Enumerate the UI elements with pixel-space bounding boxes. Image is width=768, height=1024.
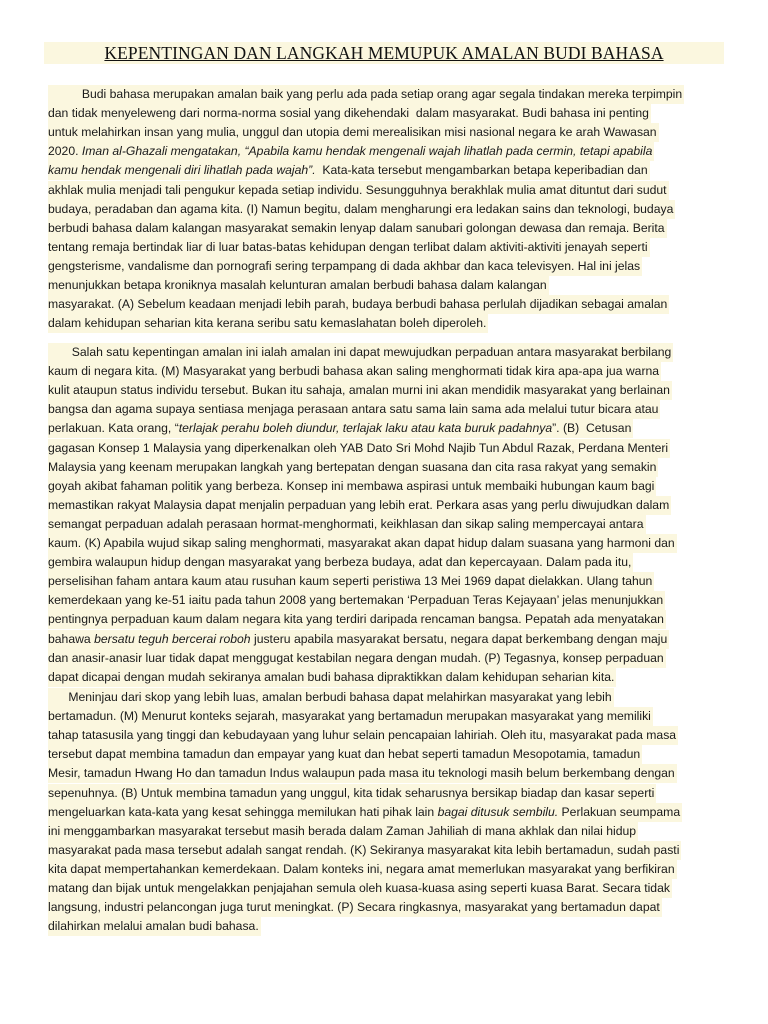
paragraph-3-line xyxy=(48,917,261,936)
text-segment: goyah akibat fahaman politik yang berbeza. Konsep ini membawa aspirasi untuk membaiki hubungan kaum bagi xyxy=(48,478,655,493)
text-segment: justeru apabila masyarakat bersatu, negara dapat berkembang dengan maju xyxy=(250,631,668,646)
text-segment: Perlakuan seumpama xyxy=(558,804,681,819)
text-segment: Budi bahasa merupakan amalan baik yang perlu ada pada setiap orang agar segala tindakan mereka terpimpin xyxy=(48,87,683,101)
text-segment: bertamadun. (M) Menurut konteks sejarah, masyarakat yang bertamadun merupakan masyarakat yang memiliki xyxy=(48,709,651,724)
paragraph-3-line xyxy=(48,784,656,803)
paragraph-2-line xyxy=(48,439,670,458)
paragraph-1-line xyxy=(48,219,667,238)
paragraph-1-line xyxy=(48,123,659,142)
paragraph-1-line xyxy=(48,238,650,257)
text-segment: tentang remaja bertindak liar di luar batas-batas kehidupan dengan terlibat dalam aktiviti-aktiviti jenayah seperti xyxy=(48,239,648,254)
text-segment: bagai ditusuk sembilu. xyxy=(437,804,559,819)
text-segment: tahap tatasusila yang tinggi dan kebudayaan yang luhur selain pencapaian lahiriah. Oleh itu, masyarakat pada masa xyxy=(48,728,677,743)
text-segment: perselisihan faham antara kaum atau rusuhan kaum seperti peristiwa 13 Mei 1969 dapat dielakkan. Ulang tahun xyxy=(48,574,653,589)
paragraph-1-line xyxy=(48,142,654,161)
text-segment: sepenuhnya. (B) Untuk membina tamadun yang unggul, kita tidak seharusnya bersikap biadap dan kasar seperti xyxy=(48,785,655,800)
paragraph-2-line xyxy=(48,572,654,591)
paragraph-2-line xyxy=(48,553,633,572)
text-segment: menunjukkan betapa kroniknya masalah kelunturan amalan berbudi bahasa dalam kalangan xyxy=(48,278,547,292)
paragraph-1-line xyxy=(48,161,650,180)
paragraph-3-line xyxy=(48,707,653,726)
paragraph-3-line xyxy=(48,841,681,860)
paragraph-2-line xyxy=(48,649,666,668)
text-segment: matang dan bijak untuk mengelakkan penjajahan semula oleh kuasa-kuasa asing seperti kuasa Barat. Secara tidak xyxy=(48,881,670,895)
paragraph-2-line xyxy=(48,381,672,400)
paragraph-3-line xyxy=(48,688,614,707)
paragraph-2-line xyxy=(48,343,673,362)
text-segment: berbudi bahasa dalam kalangan masyarakat semakin lenyap dalam sanubari golongan dewasa dan remaja. Berita xyxy=(48,220,665,235)
paragraph-1-line xyxy=(48,276,549,295)
paragraph-2-line xyxy=(48,458,658,477)
text-segment: ini menggambarkan masyarakat tersebut masih berada dalam Zaman Jahiliah di mana akhlak dan nilai hidup xyxy=(48,823,637,838)
text-segment: kemerdekaan yang ke-51 iaitu pada tahun 2008 yang bertemakan ‘Perpaduan Teras Kejayaan’ jelas menunjukkan xyxy=(48,593,664,608)
text-segment: Meninjau dari skop yang lebih luas, amalan berbudi bahasa dapat melahirkan masyarakat yang lebih xyxy=(48,690,612,704)
text-segment: dapat dicapai dengan mudah sekiranya amalan budi bahasa dipraktikkan dalam kehidupan seharian kita. xyxy=(48,669,615,684)
paragraph-1-line xyxy=(48,295,669,314)
text-segment: langsung, industri pelancongan juga turut meningkat. (P) Secara ringkasnya, masyarakat yang bertamadun dapat xyxy=(48,900,660,915)
paragraph-1-line xyxy=(48,257,642,276)
paragraph-2-line xyxy=(48,419,633,438)
text-segment: kulit ataupun status individu tersebut. Bukan itu sahaja, amalan murni ini akan mendidik masyarakat yang berlainan xyxy=(48,383,670,398)
text-segment: gengsterisme, vandalisme dan pornografi sering terpampang di dada akhbar dan kaca televisyen. Hal ini jelas xyxy=(48,258,641,273)
text-segment: masyarakat. (A) Sebelum keadaan menjadi lebih parah, budaya berbudi bahasa perlulah dijadikan sebagai amalan xyxy=(48,297,668,312)
text-segment: masyarakat pada masa tersebut adalah sangat rendah. (K) Sekiranya masyarakat kita lebih bertamadun, sudah pasti xyxy=(48,842,680,857)
paragraph-2-line xyxy=(48,400,660,419)
paragraph-2-line xyxy=(48,477,656,496)
paragraph-1-line xyxy=(48,181,669,200)
paragraph-2-line xyxy=(48,515,646,534)
paragraph-2-line xyxy=(48,534,677,553)
document-title: KEPENTINGAN DAN LANGKAH MEMUPUK AMALAN BUDI BAHASA xyxy=(104,43,664,63)
paragraph-1-line xyxy=(48,314,488,333)
paragraph-1-line xyxy=(48,85,684,104)
text-segment: terlajak perahu boleh diundur, terlajak laku atau kata buruk padahnya xyxy=(178,421,553,436)
text-segment: akhlak mulia menjadi tali pengukur kepada setiap individu. Sesungguhnya berakhlak mulia amat dituntut dari sudut xyxy=(48,182,667,197)
text-segment: mengeluarkan kata-kata yang kesat sehingga memilukan hati pihak lain xyxy=(48,804,438,819)
text-segment: Kata-kata tersebut mengambarkan betapa keperibadian dan xyxy=(315,163,648,178)
paragraph-3-line xyxy=(48,803,682,822)
text-segment: memastikan rakyat Malaysia dapat menjalin perpaduan yang lebih erat. Perkara asas yang perlu diwujudkan dalam xyxy=(48,497,670,512)
paragraph-3-line xyxy=(48,860,677,879)
text-segment: Mesir, tamadun Hwang Ho dan tamadun Indus walaupun pada masa itu teknologi masih belum berkembang dengan xyxy=(48,766,675,781)
paragraph-1-line xyxy=(48,200,675,219)
paragraph-3-line xyxy=(48,898,662,917)
paragraph-3-line xyxy=(48,822,638,841)
text-segment: 2020. xyxy=(48,144,82,159)
text-segment: kita dapat mempertahankan kemerdekaan. Dalam konteks ini, negara amat memerlukan masyarakat yang berfikiran xyxy=(48,861,675,876)
text-segment: bangsa dan agama supaya sentiasa menjaga perasaan antara satu sama lain sama ada melalui tutur bicara atau xyxy=(48,402,659,417)
paragraph-1-line xyxy=(48,104,651,123)
text-segment: kamu hendak mengenali diri lihatlah pada wajah”. xyxy=(48,163,316,178)
text-segment: pentingnya perpaduan kaum dalam negara kita yang terdiri daripada rencaman bangsa. Pepatah ada menyatakan xyxy=(48,612,664,627)
text-segment: bersatu teguh bercerai roboh xyxy=(94,631,251,646)
text-segment: ”. (B) Cetusan xyxy=(552,421,632,436)
paragraph-2-line xyxy=(48,496,671,515)
text-segment: Malaysia yang keenam merupakan langkah yang bertepatan dengan suasana dan cita rasa rakyat yang semakin xyxy=(48,459,657,474)
paragraph-3-line xyxy=(48,764,677,783)
text-segment: gembira walaupun hidup dengan masyarakat yang berbeza budaya, adat dan kepercayaan. Dalam pada itu, xyxy=(48,555,632,570)
text-segment: kaum di negara kita. (M) Masyarakat yang berbudi bahasa akan saling menghormati tidak kira apa-apa jua warna xyxy=(48,364,660,379)
text-segment: untuk melahirkan insan yang mulia, unggul dan utopia demi merealisikan misi nasional negara ke arah Wawasan xyxy=(48,125,657,140)
paragraph-2-line xyxy=(48,591,665,610)
text-segment: dilahirkan melalui amalan budi bahasa. xyxy=(48,919,259,934)
paragraph-3-line xyxy=(48,879,672,898)
paragraph-2-line xyxy=(48,610,666,629)
text-segment: dalam kehidupan seharian kita kerana seribu satu kemaslahatan boleh diperoleh. xyxy=(48,316,487,331)
text-segment: bahawa xyxy=(48,631,95,646)
text-segment: Iman al-Ghazali mengatakan, “Apabila kamu hendak mengenali wajah lihatlah pada cermin, tetapi apabila xyxy=(81,144,653,159)
paragraph-3-line xyxy=(48,745,642,764)
paragraph-2-line xyxy=(48,630,669,649)
text-segment: gagasan Konsep 1 Malaysia yang diperkenalkan oleh YAB Dato Sri Mohd Najib Tun Abdul Razak, Perdana Menteri xyxy=(48,440,669,455)
text-segment: dan tidak menyeleweng dari norma-norma sosial yang dikehendaki dalam masyarakat. Budi bahasa ini penting xyxy=(48,106,649,121)
text-segment: semangat perpaduan adalah perasaan hormat-menghormati, keikhlasan dan sikap saling mempercayai antara xyxy=(48,516,644,531)
text-segment: kaum. (K) Apabila wujud sikap saling menghormati, masyarakat akan dapat hidup dalam suasana yang harmoni dan xyxy=(48,536,675,550)
text-segment: dan anasir-anasir luar tidak dapat menggugat kestabilan negara dengan mudah. (P) Tegasnya, konsep perpaduan xyxy=(48,650,664,665)
text-segment: tersebut dapat membina tamadun dan empayar yang kuat dan hebat seperti tamadun Mesopotamia, tamadun xyxy=(48,747,641,762)
paragraph-2-line xyxy=(48,362,661,381)
text-segment: budaya, peradaban dan agama kita. (I) Namun begitu, dalam mengharungi era ledakan sains dan teknologi, budaya xyxy=(48,201,674,216)
title-banner xyxy=(44,42,724,64)
text-segment: perlakuan. Kata orang, “ xyxy=(48,421,179,436)
paragraph-3-line xyxy=(48,726,678,745)
text-segment: Salah satu kepentingan amalan ini ialah amalan ini dapat mewujudkan perpaduan antara masyarakat berbilang xyxy=(48,345,672,359)
paragraph-2-line xyxy=(48,668,616,687)
